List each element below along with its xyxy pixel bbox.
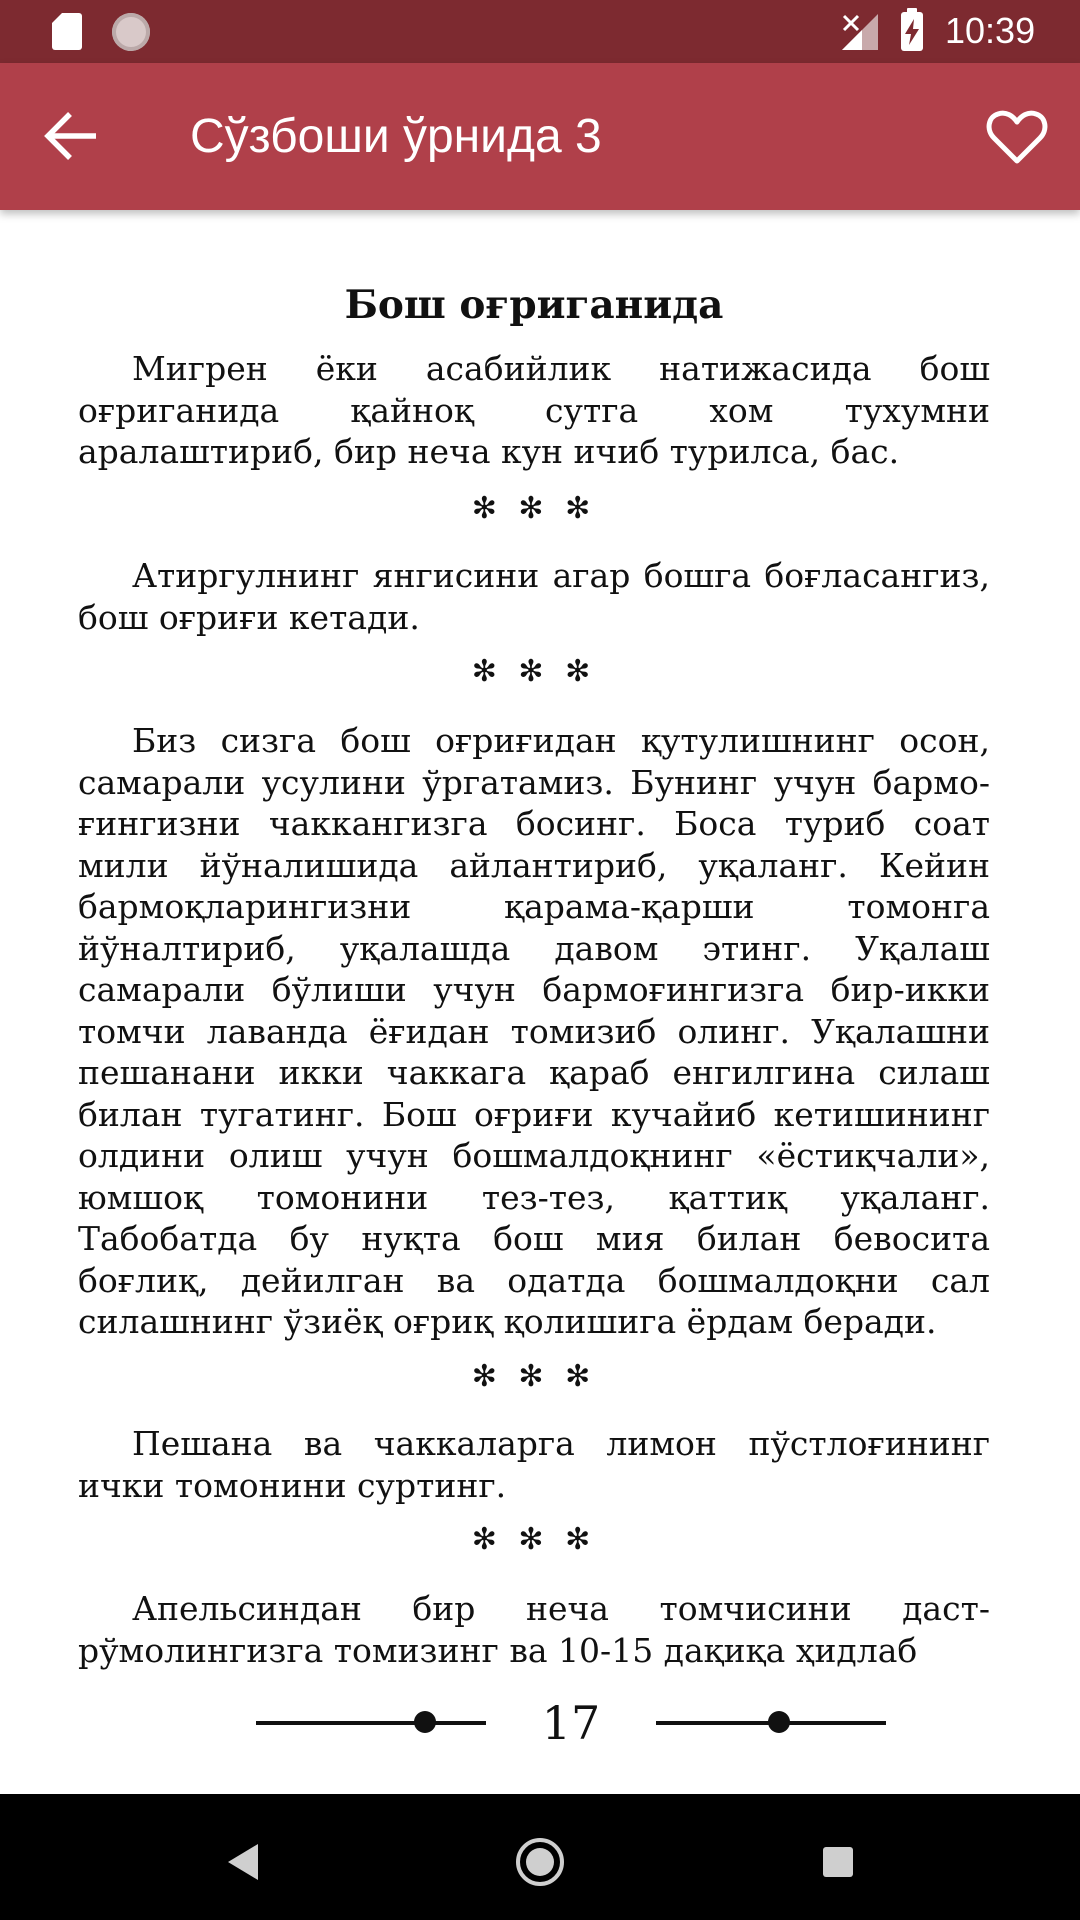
status-bar [0,0,1080,63]
navigation-bar [0,1794,1080,1920]
paragraph-2: Атиргулнинг янгисини агар бошга боғласангиз, бош оғриғи кетади. [78,556,990,637]
app-title: Сўзбоши ўрнида 3 [190,110,602,163]
sync-icon [112,13,150,51]
paragraph-5: Апельсиндан бир неча томчисини дастрўмолингизга томизинг ва 10-15 дақиқа ҳидлаб [78,1589,990,1670]
paragraph-4: Пешана ва чаккаларга лимон пўстлоғининг ички томонини суртинг. [78,1424,990,1505]
footer-ornament-left [414,1711,436,1733]
paragraph-1: Мигрен ёки асабийлик натижасида бош оғриганида қайноқ сутга хом тухумни аралаштириб, бир неча кун ичиб турилса, бас. [78,349,990,471]
nav-home-icon[interactable] [510,1832,570,1892]
section-heading: Бош оғриганида [344,282,724,328]
paragraph-3: Биз сизга бош оғриғидан қутулишнинг осон, самарали усулини ўргатамиз. Бунинг учун бармоғингизни чаккангизга босинг. Боса туриб соат мили йўналишида айлантириб, уқаланг. Кейин бармоқларингизни қарама-қарши томонга йўналтириб, уқалашда давом этинг. Уқалаш самарали бўлиши учун бармоғингизга бир-икки томчи лаванда ёғидан томизиб олинг. Уқалашни пешанани икки чаккага қараб енгилгина силаш билан тугатинг. Бош оғриғи кучайиб кетишининг олдини олиш учун бошмалдоқнинг «ёстиқчали», юмшоқ томонини тез-тез, қаттиқ уқаланг. Табобатда бу нуқта бош мия билан бевосита боғлиқ, дейилган ва одатда бошмалдоқни сал силашнинг ўзиёқ оғриқ қолишига ёрдам беради. [78,721,990,1341]
page-number: 17 [541,1696,601,1750]
arrow-left-icon[interactable] [40,109,100,164]
separator-4: ✻ ✻ ✻ [471,1522,597,1557]
status-time: 10:39 [945,10,1036,51]
page-number-footer [248,1693,888,1753]
book-page [78,210,990,1794]
signal-icon [842,14,878,50]
footer-rule-right [656,1721,886,1725]
sd-card-icon [52,13,82,50]
separator-3: ✻ ✻ ✻ [471,1359,597,1394]
separator-2: ✻ ✻ ✻ [471,654,597,689]
footer-rule-left [256,1721,486,1725]
nav-back-icon[interactable] [214,1832,274,1892]
nav-recents-icon[interactable] [808,1832,868,1892]
battery-charging-icon [901,12,923,51]
separator-1: ✻ ✻ ✻ [471,491,597,526]
app-bar [0,63,1080,210]
heart-outline-icon[interactable] [986,107,1048,167]
